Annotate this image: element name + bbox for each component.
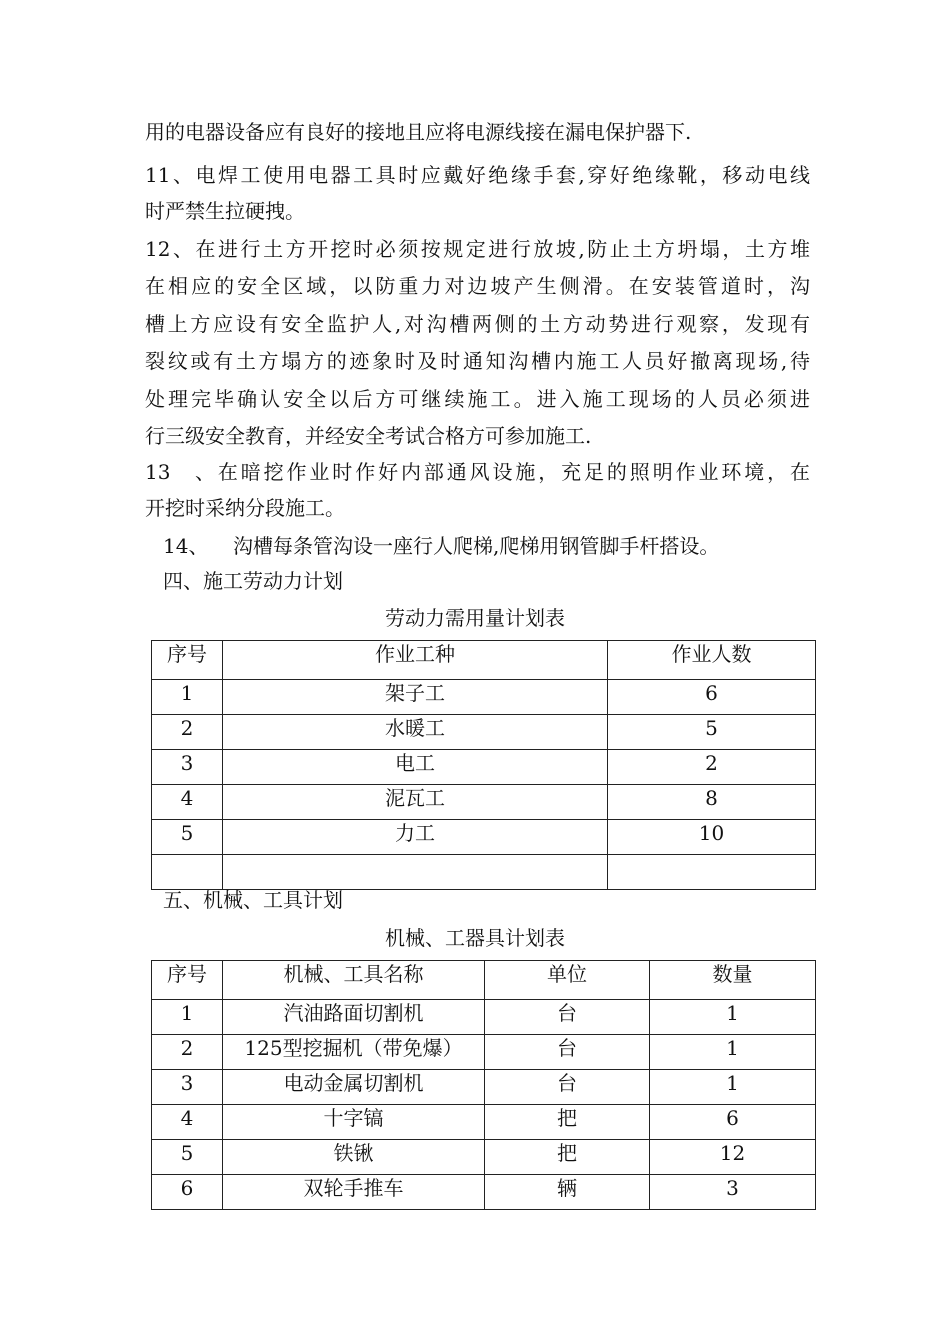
item-14-line <box>163 532 719 560</box>
table-row <box>152 715 816 750</box>
table-row <box>152 750 816 785</box>
table-cell: 力工 <box>223 820 608 855</box>
text-line: 开挖时采纳分段施工。 <box>145 496 345 520</box>
table-cell: 双轮手推车 <box>223 1175 485 1210</box>
section-5-heading: 五、机械、工具计划 <box>163 888 343 912</box>
table-cell: 12 <box>650 1140 816 1175</box>
header-cell: 作业工种 <box>223 641 608 680</box>
header-cell: 单位 <box>485 961 650 1000</box>
table-cell: 4 <box>152 1105 223 1140</box>
table-row <box>152 1035 816 1070</box>
table-cell: 4 <box>152 785 223 820</box>
table-cell <box>152 855 223 890</box>
table-cell: 水暖工 <box>223 715 608 750</box>
table-cell: 把 <box>485 1140 650 1175</box>
section-4-heading: 四、施工劳动力计划 <box>163 569 343 593</box>
table-cell: 1 <box>650 1035 816 1070</box>
labor-table <box>151 640 816 890</box>
table-cell <box>608 855 816 890</box>
header-cell: 序号 <box>152 961 223 1000</box>
table-row <box>152 1105 816 1140</box>
header-cell: 机械、工具名称 <box>223 961 485 1000</box>
table-cell: 铁锹 <box>223 1140 485 1175</box>
text-line: 在相应的安全区域，以防重力对边坡产生侧滑。在安装管道时，沟 <box>145 274 810 298</box>
equipment-table <box>151 960 816 1210</box>
table-cell: 汽油路面切割机 <box>223 1000 485 1035</box>
table-cell: 台 <box>485 1000 650 1035</box>
text-line: 用的电器设备应有良好的接地且应将电源线接在漏电保护器下. <box>145 120 692 144</box>
text-line: 裂纹或有土方塌方的迹象时及时通知沟槽内施工人员好撤离现场,待 <box>145 349 810 373</box>
table-cell: 10 <box>608 820 816 855</box>
table-cell: 电动金属切割机 <box>223 1070 485 1105</box>
table-header-row <box>152 961 816 1000</box>
table-cell: 1 <box>650 1000 816 1035</box>
table-cell: 电工 <box>223 750 608 785</box>
table-row <box>152 1000 816 1035</box>
table-cell: 台 <box>485 1035 650 1070</box>
text-line: 处理完毕确认安全以后方可继续施工。进入施工现场的人员必须进 <box>145 387 810 411</box>
text-line: 行三级安全教育，并经安全考试合格方可参加施工. <box>145 424 592 448</box>
item-14-text: 沟槽每条管沟设一座行人爬梯,爬梯用钢管脚手杆搭设。 <box>233 534 720 558</box>
equipment-table-caption: 机械、工器具计划表 <box>385 926 565 950</box>
text-line: 时严禁生拉硬拽。 <box>145 199 305 223</box>
table-cell: 3 <box>650 1175 816 1210</box>
table-cell: 5 <box>152 820 223 855</box>
table-cell: 2 <box>152 715 223 750</box>
header-cell: 作业人数 <box>608 641 816 680</box>
item-13-number: 13、 <box>145 460 215 484</box>
labor-table-caption: 劳动力需用量计划表 <box>385 606 565 630</box>
table-cell: 1 <box>152 680 223 715</box>
table-cell: 6 <box>152 1175 223 1210</box>
text-line: 12、在进行土方开挖时必须按规定进行放坡,防止土方坍塌，土方堆 <box>145 237 810 261</box>
table-cell: 把 <box>485 1105 650 1140</box>
table-row <box>152 680 816 715</box>
table-cell: 8 <box>608 785 816 820</box>
table-cell: 1 <box>152 1000 223 1035</box>
table-cell: 架子工 <box>223 680 608 715</box>
table-cell: 辆 <box>485 1175 650 1210</box>
text-line: 槽上方应设有安全监护人,对沟槽两侧的土方动势进行观察，发现有 <box>145 312 810 336</box>
table-cell: 2 <box>608 750 816 785</box>
table-cell: 5 <box>608 715 816 750</box>
table-cell: 2 <box>152 1035 223 1070</box>
table-cell: 6 <box>650 1105 816 1140</box>
table-cell: 6 <box>608 680 816 715</box>
table-row <box>152 785 816 820</box>
table-cell: 十字镐 <box>223 1105 485 1140</box>
item-13-text: 在暗挖作业时作好内部通风设施，充足的照明作业环境，在 <box>215 460 810 484</box>
table-cell: 台 <box>485 1070 650 1105</box>
table-cell: 1 <box>650 1070 816 1105</box>
header-cell: 序号 <box>152 641 223 680</box>
table-cell: 125型挖掘机（带免爆） <box>223 1035 485 1070</box>
table-row <box>152 1175 816 1210</box>
table-row <box>152 1140 816 1175</box>
table-row <box>152 820 816 855</box>
table-cell: 3 <box>152 1070 223 1105</box>
table-header-row <box>152 641 816 680</box>
table-cell: 5 <box>152 1140 223 1175</box>
item-14-number: 14、 <box>163 534 209 558</box>
table-cell <box>223 855 608 890</box>
table-cell: 泥瓦工 <box>223 785 608 820</box>
table-row <box>152 1070 816 1105</box>
table-cell: 3 <box>152 750 223 785</box>
header-cell: 数量 <box>650 961 816 1000</box>
table-row <box>152 855 816 890</box>
text-line: 11、电焊工使用电器工具时应戴好绝缘手套,穿好绝缘靴，移动电线 <box>145 163 810 187</box>
item-13-line <box>145 458 810 486</box>
